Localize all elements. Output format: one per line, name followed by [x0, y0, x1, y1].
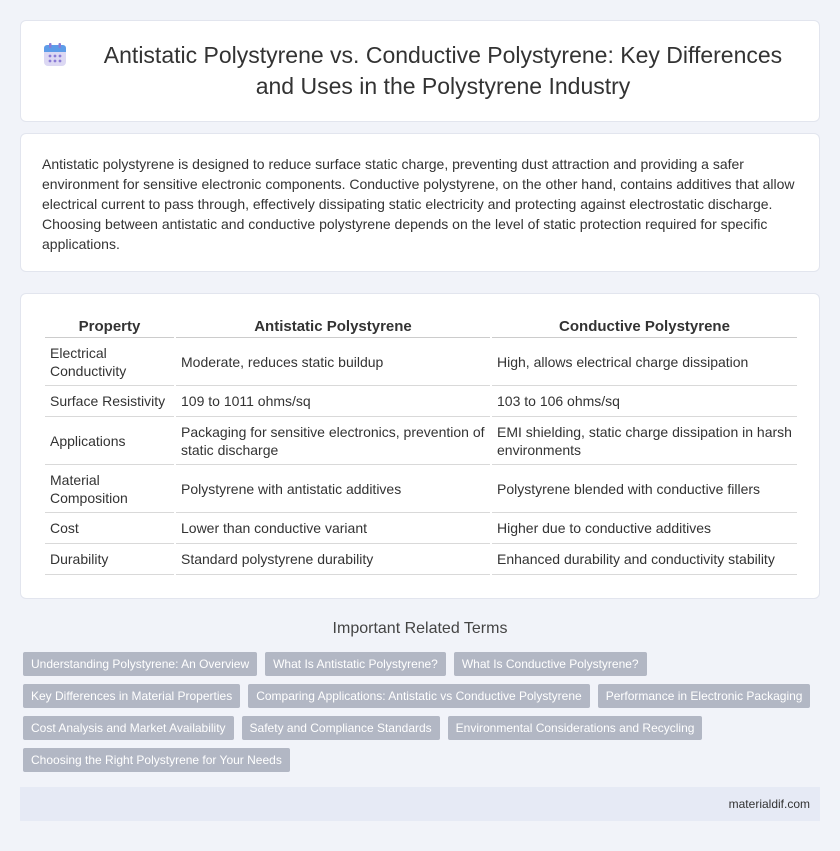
related-term-tag[interactable]: Choosing the Right Polystyrene for Your Needs: [23, 748, 290, 772]
table-cell-antistatic: Polystyrene with antistatic additives: [176, 465, 490, 513]
calendar-icon: [42, 42, 68, 68]
table-cell-conductive: High, allows electrical charge dissipation: [492, 338, 797, 386]
intro-paragraph: Antistatic polystyrene is designed to reduce surface static charge, preventing dust attraction and providing a safer environment for sensitive electronic components. Conductive polystyrene, on the other hand, contains additives that allow electrical current to pass through, effectively dissipating static electricity and protecting against electrostatic discharge. Choosing between antistatic and conductive polystyrene depends on the level of static protection required for specific applications.: [42, 156, 795, 252]
related-term-tag[interactable]: Comparing Applications: Antistatic vs Conductive Polystyrene: [248, 684, 590, 708]
intro-card: [20, 133, 820, 272]
table-cell-antistatic: 109 to 1011 ohms/sq: [176, 386, 490, 417]
page-title: Antistatic Polystyrene vs. Conductive Polystyrene: Key Differences and Uses in the Polystyrene Industry: [103, 42, 783, 99]
table-row: [45, 417, 797, 465]
table-row: [45, 513, 797, 544]
comparison-table-card: [20, 293, 820, 599]
footer: [20, 787, 820, 821]
table-cell-property: Applications: [45, 417, 174, 465]
table-cell-conductive: 103 to 106 ohms/sq: [492, 386, 797, 417]
table-cell-antistatic: Lower than conductive variant: [176, 513, 490, 544]
related-term-tag[interactable]: What Is Antistatic Polystyrene?: [265, 652, 446, 676]
related-term-tag[interactable]: What Is Conductive Polystyrene?: [454, 652, 647, 676]
header-card: [20, 20, 820, 122]
table-cell-conductive: Enhanced durability and conductivity stability: [492, 544, 797, 575]
related-term-tag[interactable]: Understanding Polystyrene: An Overview: [23, 652, 257, 676]
related-term-tag[interactable]: Performance in Electronic Packaging: [598, 684, 811, 708]
table-cell-antistatic: Standard polystyrene durability: [176, 544, 490, 575]
table-row: [45, 544, 797, 575]
comparison-table: [43, 316, 799, 575]
footer-site-name[interactable]: materialdif.com: [728, 797, 810, 811]
table-cell-property: Durability: [45, 544, 174, 575]
related-term-tag[interactable]: Environmental Considerations and Recycling: [448, 716, 703, 740]
table-cell-property: Electrical Conductivity: [45, 338, 174, 386]
table-row: [45, 338, 797, 386]
table-cell-conductive: EMI shielding, static charge dissipation in harsh environments: [492, 417, 797, 465]
table-cell-antistatic: Packaging for sensitive electronics, prevention of static discharge: [176, 417, 490, 465]
tag-row: [23, 652, 823, 676]
table-row: [45, 465, 797, 513]
table-cell-conductive: Higher due to conductive additives: [492, 513, 797, 544]
related-term-tag[interactable]: Safety and Compliance Standards: [242, 716, 440, 740]
related-term-tag[interactable]: Key Differences in Material Properties: [23, 684, 240, 708]
table-cell-property: Surface Resistivity: [45, 386, 174, 417]
table-header-conductive: Conductive Polystyrene: [492, 316, 797, 338]
table-cell-property: Cost: [45, 513, 174, 544]
table-cell-antistatic: Moderate, reduces static buildup: [176, 338, 490, 386]
related-term-tag[interactable]: Cost Analysis and Market Availability: [23, 716, 234, 740]
table-cell-property: Material Composition: [45, 465, 174, 513]
tag-row: [23, 684, 823, 708]
tag-row: [23, 716, 823, 740]
related-terms-title: Important Related Terms: [332, 620, 508, 637]
table-row: [45, 386, 797, 417]
table-header-antistatic: Antistatic Polystyrene: [176, 316, 490, 338]
table-cell-conductive: Polystyrene blended with conductive fillers: [492, 465, 797, 513]
header: [40, 40, 800, 102]
table-header-row: [45, 316, 797, 338]
tag-row: [23, 748, 823, 772]
table-header-property: Property: [45, 316, 174, 338]
related-terms-list: [23, 652, 823, 780]
